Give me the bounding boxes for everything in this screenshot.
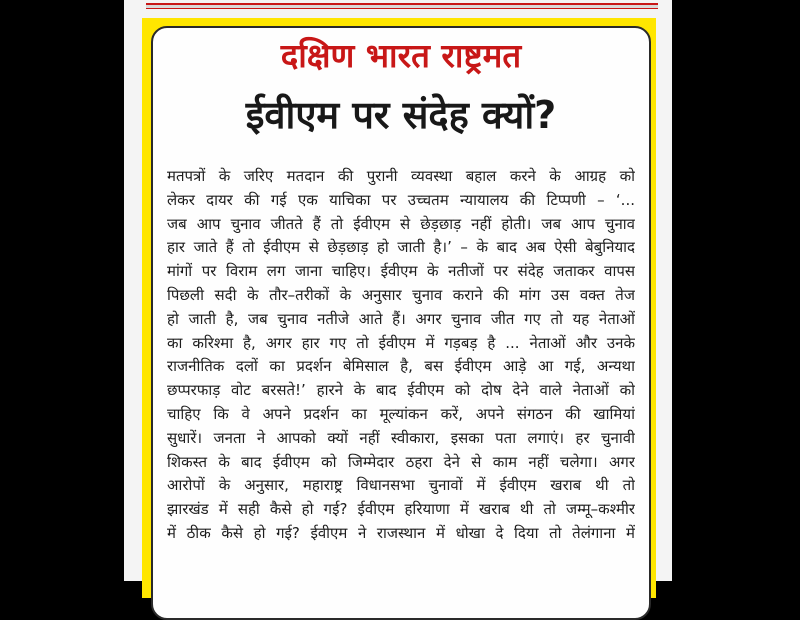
editorial-box-frame (142, 18, 656, 598)
article-body (167, 165, 635, 546)
top-red-rule (146, 3, 658, 5)
masthead: दक्षिण भारत राष्ट्रमत (280, 36, 522, 75)
article-line: का करिश्मा है, अगर हार गए तो ईवीएम में गड़बड़ है ... नेताओं और उनके (167, 333, 635, 352)
article-line: लेकर दायर की गई एक याचिका पर उच्चतम न्यायालय की टिप्पणी – ‘... (167, 190, 635, 209)
article-line: सुधारें। जनता ने आपको क्यों नहीं स्वीकारा, इसका पता लगाएं। हर चुनावी (167, 428, 635, 447)
article-line: जब आप चुनाव जीतते हैं तो ईवीएम से छेड़छाड़ नहीं होती। जब आप चुनाव (167, 214, 635, 233)
article-line: चाहिए कि वे अपने प्रदर्शन का मूल्यांकन करें, अपने संगठन की खामियां (167, 404, 635, 423)
article-line: पिछली सदी के तौर–तरीकों के अनुसार चुनाव कराने की मांग उस वक्त तेज (167, 285, 635, 304)
editorial-box (151, 26, 651, 620)
article-line: हार जाते हैं तो ईवीएम से छेड़छाड़ हो जाती है।’ – के बाद अब ऐसी बेबुनियाद (167, 238, 635, 257)
article-line: मांगों पर विराम लग जाना चाहिए। ईवीएम के नतीजों पर संदेह जताकर वापस (167, 262, 635, 281)
headline: ईवीएम पर संदेह क्यों? (245, 93, 557, 137)
top-red-rule-thin (146, 8, 658, 9)
article-line: झारखंड में सही कैसे हो गई? ईवीएम हरियाणा में खराब थी तो जम्मू–कश्मीर (167, 500, 635, 519)
article-line: मतपत्रों के जरिए मतदान की पुरानी व्यवस्था बहाल करने के आग्रह को (167, 167, 635, 185)
article-line: छप्परफाड़ वोट बरसते!’ हारने के बाद ईवीएम को दोष देने वाले नेताओं को (167, 381, 635, 400)
article-line: शिकस्त के बाद ईवीएम को जिम्मेदार ठहरा देने से काम नहीं चलेगा। अगर (167, 452, 635, 471)
article-line: आरोपों के अनुसार, महाराष्ट्र विधानसभा चुनावों में ईवीएम खराब थी तो (167, 476, 635, 495)
article-line: राजनीतिक दलों का प्रदर्शन बेमिसाल है, बस ईवीएम आड़े आ गई, अन्यथा (167, 357, 635, 376)
newspaper-page (124, 0, 672, 581)
article-line: हो जाती है, जब चुनाव नतीजे आते हैं। अगर चुनाव जीत गए तो यह नेताओं (167, 309, 635, 328)
article-line: में ठीक कैसे हो गई? ईवीएम ने राजस्थान में धोखा दे दिया तो तेलंगाना में (167, 523, 635, 542)
